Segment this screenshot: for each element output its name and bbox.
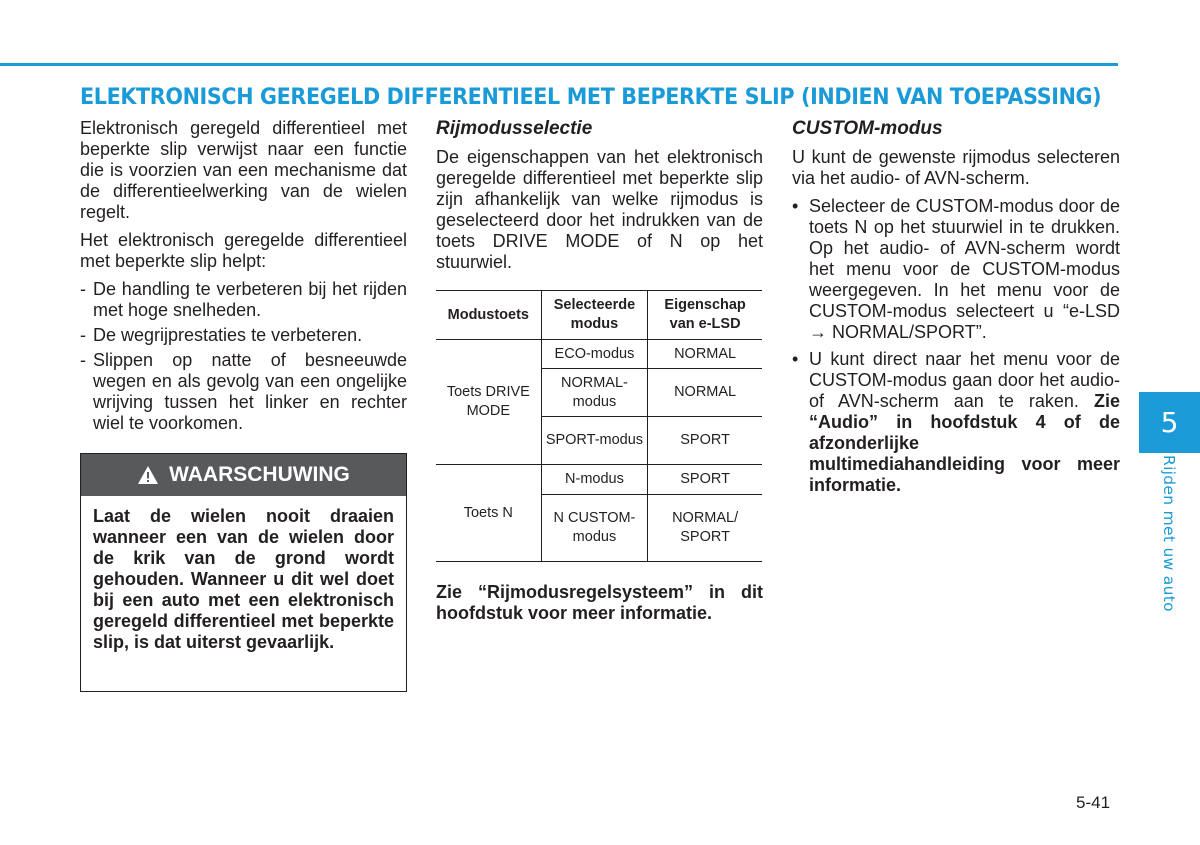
section-heading: CUSTOM-modus: [792, 118, 943, 139]
table-header-row: [436, 291, 762, 340]
list-item: - De handling te verbeteren bij het rijden met hoge snelheden.: [80, 279, 407, 321]
table-cell: SPORT: [648, 417, 762, 465]
intro-paragraph: Elektronisch geregeld differentieel met beperkte slip verwijst naar een functie die is voorzien van een mechanisme dat de differentieelwerking van de wielen regelt.: [80, 118, 407, 222]
custom-intro-paragraph: U kunt de gewenste rijmodus selecteren via het audio- of AVN-scherm.: [792, 147, 1120, 188]
custom-steps-list: [792, 196, 1120, 496]
table-cell: NORMAL: [648, 369, 762, 417]
warning-triangle-icon: [137, 465, 159, 485]
section-heading: Rijmodusselectie: [436, 118, 593, 139]
warning-text: Laat de wielen nooit draaien wanneer een van de wielen door de krik van de grond wordt gehouden. Wanneer u dit wel doet bij een auto met een elektronisch geregeld differentieel met beperkte slip, is dat uiterst gevaarlijk.: [93, 506, 394, 652]
table-row: [436, 340, 762, 369]
column-custom-mode: [792, 118, 1120, 503]
top-rule: [0, 63, 1118, 66]
mode-intro-paragraph: De eigenschappen van het elektronisch geregelde differentieel met beperkte slip zijn afhankelijk van welke rijmodus is geselecteerd door het indrukken van de toets DRIVE MODE of N op het stuurwiel.: [436, 147, 763, 272]
column-mode-selection: [436, 118, 763, 631]
benefits-list: [80, 279, 407, 434]
table-cell: NORMAL-modus: [541, 369, 648, 417]
warning-title: WAARSCHUWING: [169, 463, 350, 486]
chapter-side-label: Rijden met uw auto: [1160, 455, 1178, 612]
table-cell: SPORT: [648, 465, 762, 495]
mode-table: [436, 290, 762, 562]
column-intro: [80, 118, 407, 441]
list-item: - Slippen op natte of besneeuwde wegen en als gevolg van een ongelijke wrijving tussen het linker en rechter wiel te voorkomen.: [80, 350, 407, 434]
warning-header: [81, 454, 406, 496]
page-number: 5-41: [1076, 793, 1111, 812]
table-group-cell: Toets N: [436, 465, 541, 562]
table-cell: N-modus: [541, 465, 648, 495]
table-cell: NORMAL/ SPORT: [648, 495, 762, 562]
table-cell: ECO-modus: [541, 340, 648, 369]
table-cell: NORMAL: [648, 340, 762, 369]
page-title: ELEKTRONISCH GEREGELD DIFFERENTIEEL MET BEPERKTE SLIP (INDIEN VAN TOEPASSING): [80, 84, 1102, 110]
list-item-text: U kunt direct naar het menu voor de CUSTOM-modus gaan door het audio- of AVN-scherm aan te raken.: [809, 349, 1120, 411]
table-header-cell: Eigenschap van e-LSD: [648, 291, 762, 340]
table-cell: SPORT-modus: [541, 417, 648, 465]
list-item: [792, 349, 1120, 496]
table-header-cell: Modustoets: [436, 291, 541, 340]
list-item: - De wegrijprestaties te verbeteren.: [80, 325, 407, 346]
table-header-cell: Selecteerde modus: [541, 291, 648, 340]
list-item: • Selecteer de CUSTOM-modus door de toets N op het stuurwiel in te drukken. Op het audio- of AVN-scherm wordt het menu voor de CUSTOM-modus weergegeven. In het menu voor de CUSTOM-modus selecteert u “e-LSD → NORMAL/SPORT”.: [792, 196, 1120, 343]
reference-note: Zie “Rijmodusregelsysteem” in dit hoofdstuk voor meer informatie.: [436, 582, 763, 623]
table-row: [436, 465, 762, 495]
table-group-cell: Toets DRIVE MODE: [436, 340, 541, 465]
chapter-tab: 5: [1139, 392, 1200, 453]
helps-paragraph: Het elektronisch geregelde differentieel met beperkte slip helpt:: [80, 230, 407, 271]
warning-box: [80, 453, 407, 692]
list-item-reference: Zie “Audio” in hoofdstuk 4 of de afzonderlijke multimediahandleiding voor meer informatie.: [809, 391, 1120, 495]
table-cell: N CUSTOM-modus: [541, 495, 648, 562]
